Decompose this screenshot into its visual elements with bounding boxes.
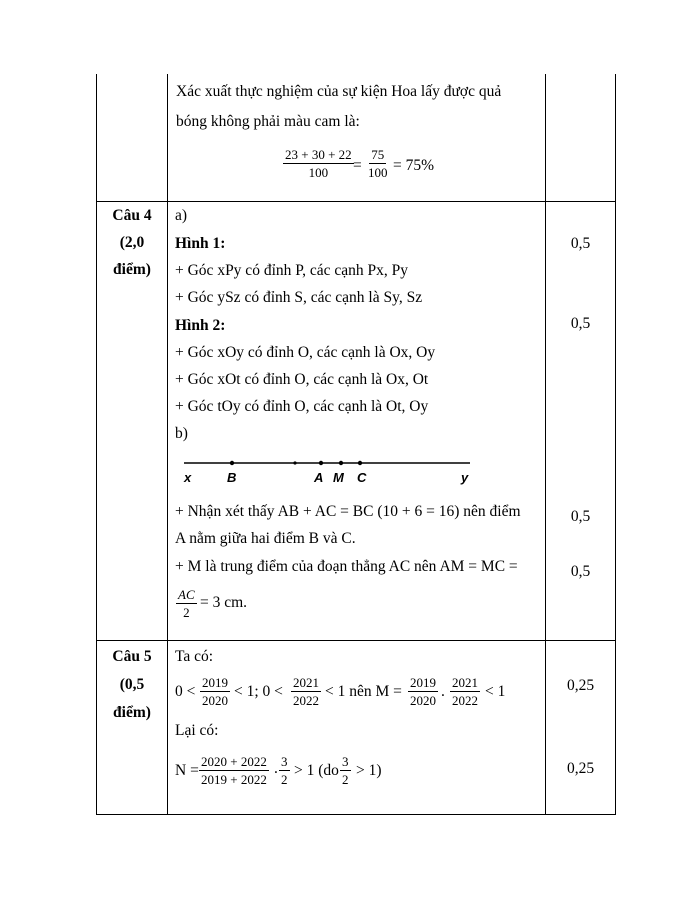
fraction-75 [368,148,388,179]
f4-num: 2021 [452,675,478,690]
fraction-2019-2020 [200,676,230,707]
q4-b-line3: + M là trung điểm của đoạn thẳng AC nên AM = MC = [175,558,518,575]
label-b: B [227,470,237,485]
q5-dot: . [441,683,445,700]
number-line-figure [178,452,478,488]
f6-num: 3 [281,754,288,769]
q4-b-line2: A nằm giữa hai điểm B và C. [175,530,356,547]
label-m: M [333,470,344,485]
q4-fig2-line2: + Góc xOt có đỉnh O, các cạnh là Ox, Ot [175,371,429,388]
q4-points: (2,0 [119,234,145,251]
fraction-ac-over-2 [176,588,197,619]
label-x: x [184,470,192,485]
fraction-m-2 [450,676,480,707]
label-y: y [461,470,469,485]
q4-b-line4-tail: = 3 cm. [200,594,248,611]
fraction-ac-den: 2 [183,605,190,620]
label-c: C [357,470,367,485]
q4-fig1-title: Hình 1: [175,235,226,252]
q5-dot2: . [274,760,278,777]
q5-points: (0,5 [119,676,145,693]
table-border-left [96,74,97,815]
q5-score-2: 0,25 [566,760,595,777]
fraction-3-2-a [279,755,290,786]
q5-ta-co: Ta có: [175,648,214,665]
q5-l2-b: > 1 (do [294,762,339,779]
table-border-bottom [96,814,616,815]
q4-part-b: b) [175,425,188,442]
q4-label: Câu 4 [112,207,152,224]
point-extra [293,461,296,464]
row-divider-1 [96,201,616,202]
fraction-75-den: 100 [368,165,388,180]
fraction-m-1 [408,676,438,707]
point-a [319,461,323,465]
f5-den: 2019 + 2022 [201,772,267,787]
fraction-75-num: 75 [371,147,385,162]
q5-label: Câu 5 [112,648,152,665]
fraction-sum-num: 23 + 30 + 22 [285,147,352,162]
q4-fig2-title: Hình 2: [175,317,226,334]
q5-l1-a: 0 < [175,683,196,700]
fraction-3-2-b [340,755,351,786]
q4-fig2-line1: + Góc xOy có đỉnh O, các cạnh là Ox, Oy [175,344,436,361]
q5-l1-d: < 1 [485,683,506,700]
q4-fig1-line1: + Góc xPy có đỉnh P, các cạnh Px, Py [175,262,409,279]
q4-fig2-line3: + Góc tOy có đỉnh O, các cạnh là Ot, Oy [175,398,429,415]
fraction-2021-2022 [291,676,321,707]
q5-score-1: 0,25 [566,677,595,694]
row-divider-2 [96,640,616,641]
q4-b-line1: + Nhận xét thấy AB + AC = BC (10 + 6 = 16) nên điểm [175,503,521,520]
f3-num: 2019 [410,675,436,690]
table-divider-2 [545,74,546,815]
q4-score-1: 0,5 [570,235,591,252]
q4-points-unit: điểm) [113,261,151,278]
equals-sign: = [353,157,362,174]
q5-l2-c: > 1) [356,762,382,779]
point-c [358,461,362,465]
q4-fig1-line2: + Góc ySz có đỉnh S, các cạnh là Sy, Sz [175,289,423,306]
fraction-ac-num: AC [178,587,195,602]
q4-score-2: 0,5 [570,315,591,332]
f1-den: 2020 [202,693,228,708]
q4-score-4: 0,5 [570,563,591,580]
q4-score-3: 0,5 [570,508,591,525]
q5-points-unit: điểm) [113,704,151,721]
label-a: A [314,470,324,485]
q5-l1-c: < 1 nên M = [325,683,402,700]
f2-num: 2021 [293,675,319,690]
f6-den: 2 [281,772,288,787]
q4-part-a: a) [175,207,188,224]
f7-num: 3 [342,754,349,769]
prev-text-line2: bóng không phải màu cam là: [176,113,360,130]
fraction-sum [283,148,354,179]
f7-den: 2 [342,772,349,787]
f4-den: 2022 [452,693,478,708]
f5-num: 2020 + 2022 [201,754,267,769]
table-border-right [615,74,616,815]
q5-lai-co: Lại có: [175,722,219,739]
table-divider-1 [167,74,168,815]
prev-text-line1: Xác xuất thực nghiệm của sự kiện Hoa lấy được quả [176,83,502,100]
fraction-n [199,755,269,786]
point-b [230,461,234,465]
point-m [339,461,343,465]
f3-den: 2020 [410,693,436,708]
result-75-percent: = 75% [393,157,435,174]
fraction-sum-den: 100 [308,165,329,180]
f2-den: 2022 [293,693,319,708]
f1-num: 2019 [202,675,228,690]
q5-n-eq: N = [175,762,199,779]
q5-l1-b: < 1; 0 < [234,683,283,700]
